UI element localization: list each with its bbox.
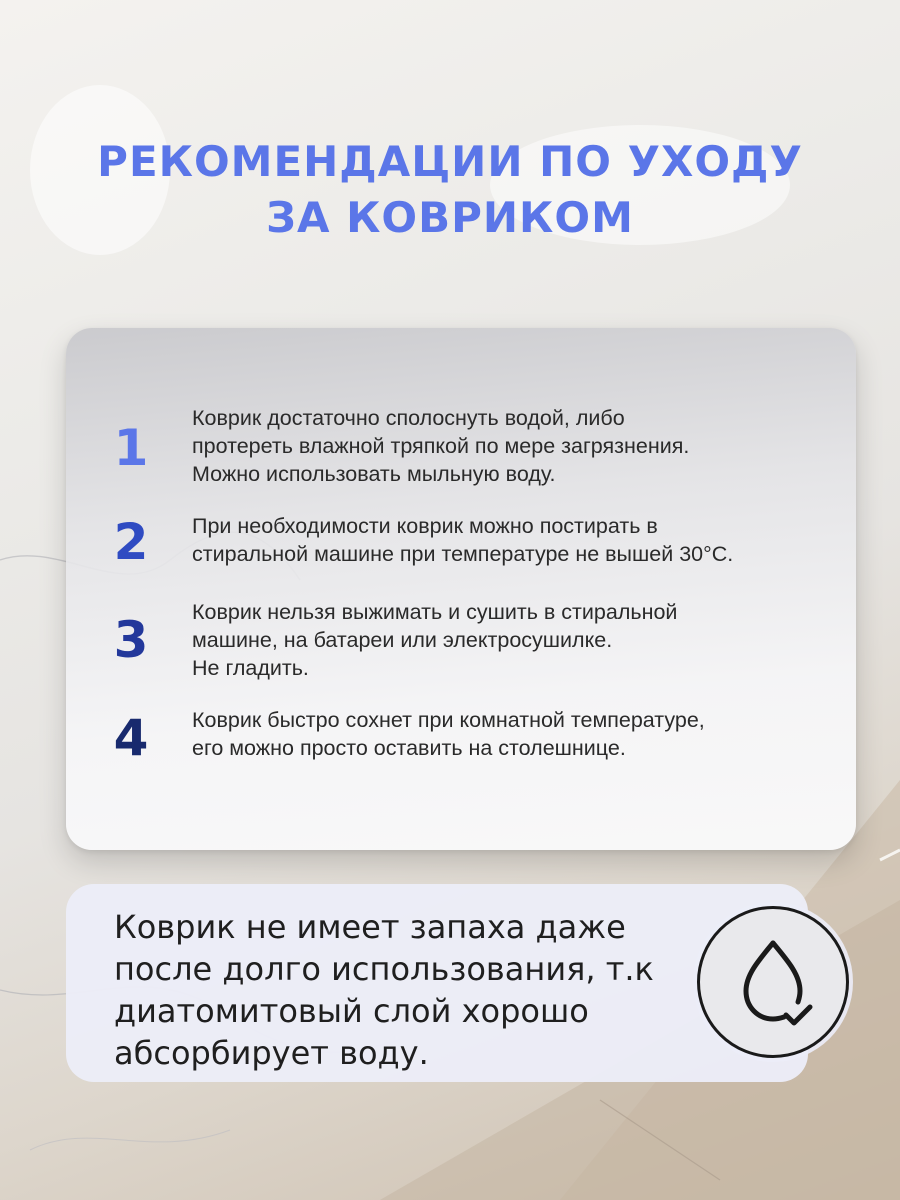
care-step-1-number: 1 xyxy=(113,419,149,477)
care-step-2-text: При необходимости коврик можно постирать в стиральной машине при температуре не вышей 30°С. xyxy=(192,514,734,566)
care-step-3-number: 3 xyxy=(113,611,149,669)
care-step-3-text: Коврик нельзя выжимать и сушить в стиральной машине, на батареи или электросушилке. Не гладить. xyxy=(192,600,678,680)
care-step-1-text: Коврик достаточно сполоснуть водой, либо протереть влажной тряпкой по мере загрязнения. Можно использовать мыльную воду. xyxy=(192,406,690,486)
care-step-4-number: 4 xyxy=(113,709,149,767)
care-instructions-card xyxy=(66,328,856,850)
page-title-line-1: РЕКОМЕНДАЦИИ ПО УХОДУ xyxy=(97,137,803,186)
care-step-4-text: Коврик быстро сохнет при комнатной температуре, его можно просто оставить на столешнице. xyxy=(192,708,705,760)
odor-note-text: Коврик не имеет запаха даже после долго использования, т.к диатомитовый слой хорошо абсорбирует воду. xyxy=(114,908,654,1072)
page-title xyxy=(0,134,900,246)
page-title-line-2: ЗА КОВРИКОМ xyxy=(266,193,634,242)
water-drop-check-badge xyxy=(697,906,849,1058)
water-drop-check-icon xyxy=(700,909,846,1055)
care-step-2-number: 2 xyxy=(113,513,149,571)
